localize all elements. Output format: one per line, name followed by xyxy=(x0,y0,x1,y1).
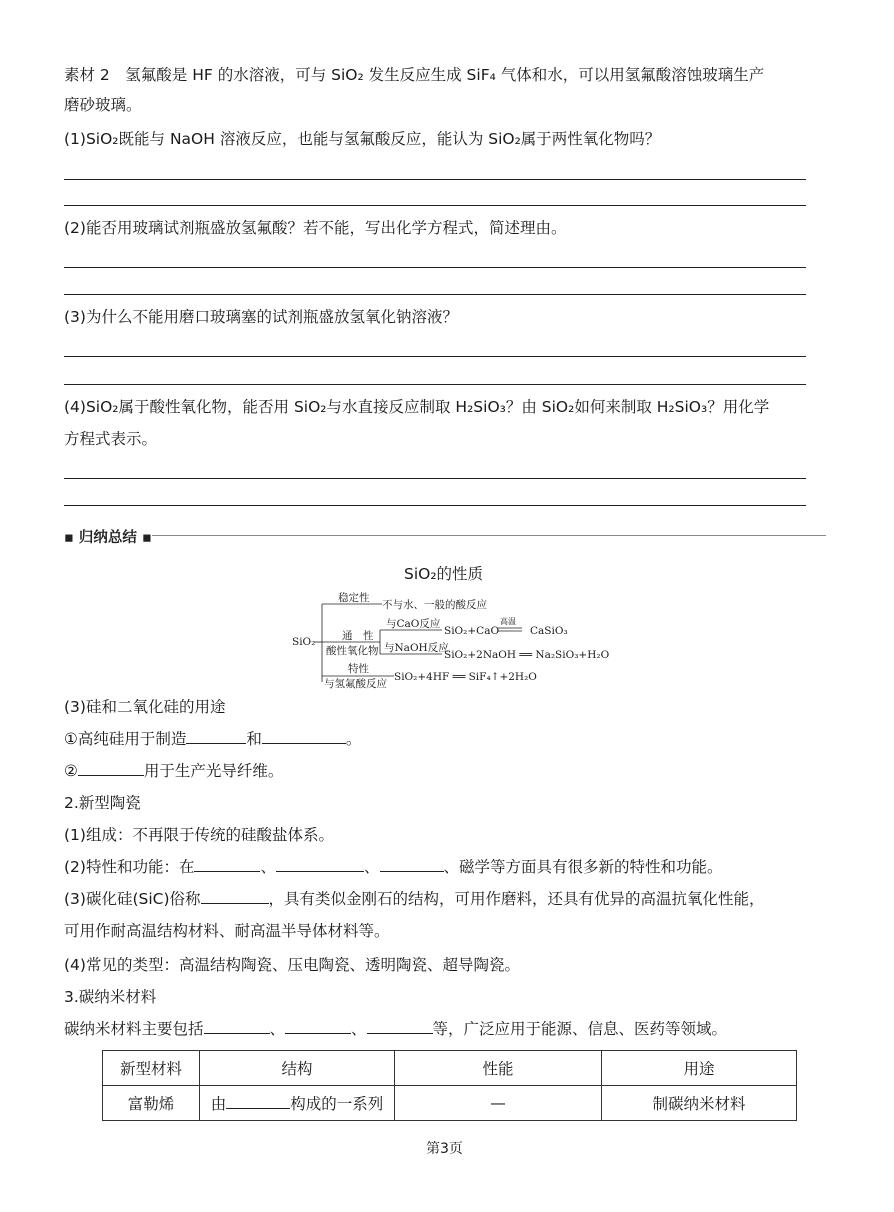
ceramics-p3: (3)碳化硅(SiC)俗称 ，具有类似金刚石的结构，可用作磨料，还具有优异的高温抗氧化性能， xyxy=(64,884,765,914)
carbon-p1: 碳纳米材料主要包括 、 、 等，广泛应用于能源、信息、医药等领域。 xyxy=(64,1014,727,1044)
answer-line[interactable] xyxy=(64,294,806,295)
branch-general-sublabel: 酸性氧化物 xyxy=(326,645,379,657)
table-row xyxy=(103,1086,797,1121)
carbon-heading: 3.碳纳米材料 xyxy=(64,988,157,1006)
answer-line[interactable] xyxy=(64,505,806,506)
ceramics-heading: 2.新型陶瓷 xyxy=(64,794,141,812)
ceramics-p1: (1)组成：不再限于传统的硅酸盐体系。 xyxy=(64,826,334,844)
fill-blank[interactable] xyxy=(201,887,269,904)
fill-blank[interactable] xyxy=(186,727,246,744)
uses-item-1: ①高纯硅用于制造 和 。 xyxy=(64,724,361,754)
summary-heading: ▪ 归纳总结 ▪ xyxy=(64,530,152,546)
branch-special-sublabel: 与氢氟酸反应 xyxy=(324,678,387,690)
naoh-label: 与NaOH反应 xyxy=(384,642,449,654)
hf-equation: SiO₂+4HF ══ SiF₄↑+2H₂O xyxy=(394,671,537,683)
cao-equation-right: CaSiO₃ xyxy=(530,625,568,637)
table-header-cell: 性能 xyxy=(395,1051,602,1086)
answer-line[interactable] xyxy=(64,205,806,206)
cao-equation-left: SiO₂+CaO xyxy=(444,625,500,637)
table-header-cell: 用途 xyxy=(602,1051,797,1086)
fill-blank[interactable] xyxy=(276,855,364,872)
ceramics-p3-cont: 可用作耐高温结构材料、耐高温半导体材料等。 xyxy=(64,922,390,940)
branch-special-label: 特性 xyxy=(348,663,369,675)
question-2: (2)能否用玻璃试剂瓶盛放氢氟酸？若不能，写出化学方程式，简述理由。 xyxy=(64,219,567,237)
cao-equation-condition: 高温 xyxy=(500,617,516,626)
fill-blank[interactable] xyxy=(285,1017,351,1034)
answer-line[interactable] xyxy=(64,356,806,357)
stability-result: 不与水、一般的酸反应 xyxy=(382,599,487,611)
table-cell-use: 制碳纳米材料 xyxy=(602,1086,797,1121)
branch-stability-label: 稳定性 xyxy=(338,592,370,604)
question-4-line2: 方程式表示。 xyxy=(64,430,158,448)
ceramics-p4: (4)常见的类型：高温结构陶瓷、压电陶瓷、透明陶瓷、超导陶瓷。 xyxy=(64,956,520,974)
question-3: (3)为什么不能用磨口玻璃塞的试剂瓶盛放氢氧化钠溶液？ xyxy=(64,308,458,326)
answer-line[interactable] xyxy=(64,478,806,479)
table-cell-material: 富勒烯 xyxy=(103,1086,200,1121)
uses-heading: (3)硅和二氧化硅的用途 xyxy=(64,698,226,716)
uses-item-2: ② 用于生产光导纤维。 xyxy=(64,756,283,786)
naoh-equation: SiO₂+2NaOH ══ Na₂SiO₃+H₂O xyxy=(444,649,610,661)
answer-line[interactable] xyxy=(64,267,806,268)
sio2-property-diagram xyxy=(290,592,610,690)
answer-line[interactable] xyxy=(64,384,806,385)
fill-blank[interactable] xyxy=(194,855,260,872)
materials-table xyxy=(102,1050,797,1121)
cao-label: 与CaO反应 xyxy=(386,618,441,630)
question-4-line1: (4)SiO₂属于酸性氧化物，能否用 SiO₂与水直接反应制取 H₂SiO₃？由 SiO₂如何来制取 H₂SiO₃？用化学 xyxy=(64,398,770,416)
diagram-root: SiO₂ xyxy=(292,636,316,648)
fill-blank[interactable] xyxy=(226,1092,290,1109)
fill-blank[interactable] xyxy=(78,759,144,776)
diagram-title: SiO₂的性质 xyxy=(404,565,484,583)
ceramics-p2: (2)特性和功能：在 、 、 、磁学等方面具有很多新的特性和功能。 xyxy=(64,852,723,882)
table-header-cell: 结构 xyxy=(200,1051,395,1086)
fill-blank[interactable] xyxy=(262,727,346,744)
answer-line[interactable] xyxy=(64,179,806,180)
page-number: 第3页 xyxy=(426,1141,463,1157)
section-divider xyxy=(152,535,826,536)
material2-line2: 磨砂玻璃。 xyxy=(64,96,142,114)
table-header-row xyxy=(103,1051,797,1086)
table-cell-structure: 由 构成的一系列 xyxy=(200,1086,395,1121)
table-cell-property: — xyxy=(395,1086,602,1121)
fill-blank[interactable] xyxy=(380,855,444,872)
summary-section-bar xyxy=(64,526,826,544)
fill-blank[interactable] xyxy=(204,1017,270,1034)
table-header-cell: 新型材料 xyxy=(103,1051,200,1086)
branch-general-label: 通 性 xyxy=(342,630,374,642)
material2-line1: 素材 2 氢氟酸是 HF 的水溶液，可与 SiO₂ 发生反应生成 SiF₄ 气体和水，可以用氢氟酸溶蚀玻璃生产 xyxy=(64,66,765,84)
question-1: (1)SiO₂既能与 NaOH 溶液反应，也能与氢氟酸反应，能认为 SiO₂属于两性氧化物吗？ xyxy=(64,130,661,148)
fill-blank[interactable] xyxy=(367,1017,433,1034)
